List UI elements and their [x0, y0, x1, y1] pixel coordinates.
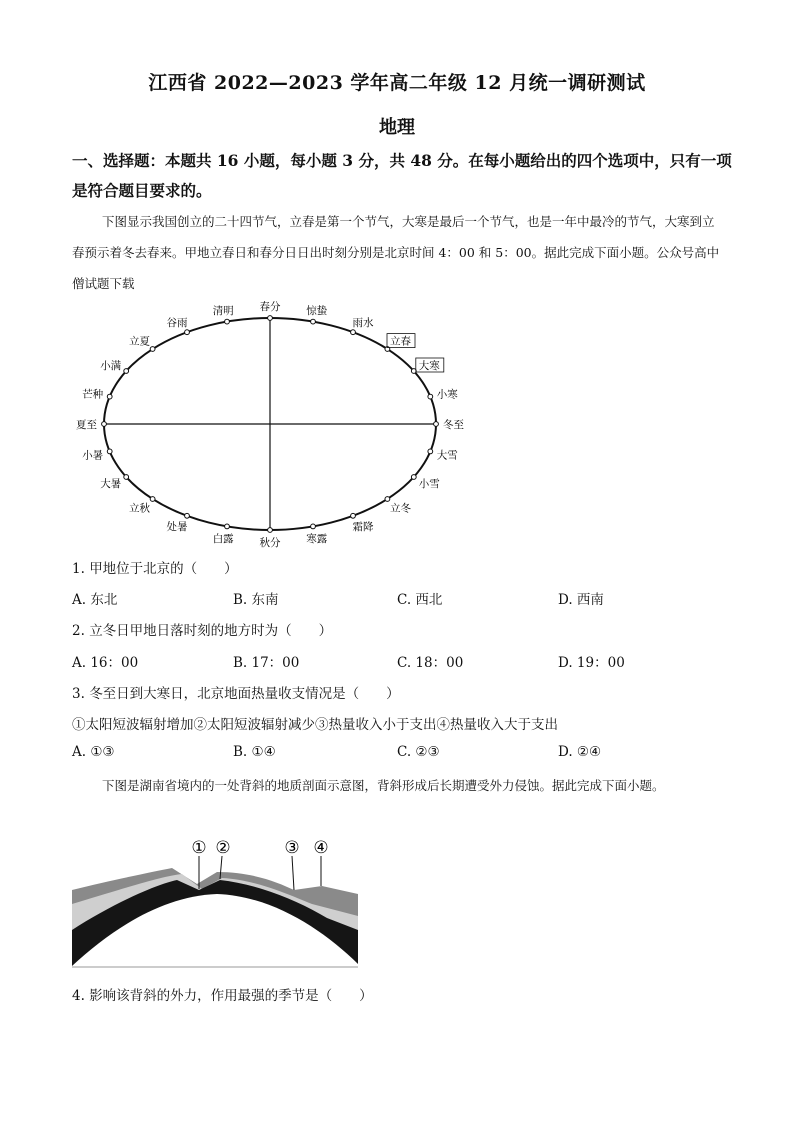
label-3: ③ — [284, 838, 300, 858]
solar-term-dot — [124, 475, 129, 480]
q3-option-c[interactable]: C. ②③ — [397, 744, 440, 760]
solar-term-dot — [225, 319, 230, 324]
solar-term-dot — [351, 330, 356, 335]
solar-term-dot — [225, 524, 230, 529]
question-3-statements: ①太阳短波辐射增加②太阳短波辐射减少③热量收入小于支出④热量收入大于支出 — [72, 717, 558, 733]
solar-term-dot — [428, 394, 433, 399]
solar-term-label: 大暑 — [100, 478, 122, 490]
solar-term-label: 白露 — [212, 533, 234, 545]
solar-term-label: 处暑 — [166, 521, 188, 534]
solar-term-label: 小暑 — [82, 449, 104, 462]
solar-term-label: 芒种 — [82, 388, 104, 401]
solar-term-label: 秋分 — [259, 537, 281, 549]
solar-term-dot — [107, 394, 112, 399]
q2-option-d[interactable]: D. 19：00 — [558, 655, 625, 671]
label-4: ④ — [313, 838, 329, 858]
solar-term-label: 立春 — [390, 335, 411, 348]
solar-term-label: 大雪 — [436, 449, 458, 462]
solar-terms-orbit-diagram — [60, 300, 480, 550]
solar-term-dot — [428, 449, 433, 454]
label-1: ① — [191, 838, 207, 858]
q1-option-d[interactable]: D. 西南 — [558, 592, 604, 608]
question-1: 1. 甲地位于北京的（ ） — [72, 561, 238, 577]
section-heading: 一、选择题：本题共 16 小题，每小题 3 分，共 48 分。在每小题给出的四个选项中，只有一项是符合题目要求的。 — [72, 151, 732, 200]
solar-term-label: 小满 — [100, 360, 122, 372]
solar-term-dot — [102, 422, 107, 427]
solar-term-dot — [311, 319, 316, 324]
solar-term-dot — [411, 475, 416, 480]
solar-term-dot — [124, 369, 129, 374]
solar-term-label: 大寒 — [418, 360, 440, 372]
anticline-cross-section-diagram — [72, 834, 362, 972]
question-3: 3. 冬至日到大寒日，北京地面热量收支情况是（ ） — [72, 686, 400, 702]
solar-term-label: 清明 — [212, 305, 234, 317]
solar-term-label: 雨水 — [352, 316, 374, 329]
q1-option-a[interactable]: A. 东北 — [72, 592, 118, 608]
solar-term-dot — [150, 497, 155, 502]
solar-term-label: 冬至 — [443, 419, 464, 431]
solar-term-dot — [268, 316, 273, 321]
solar-term-label: 惊蛰 — [306, 305, 328, 317]
solar-term-dot — [185, 330, 190, 335]
solar-term-dot — [150, 347, 155, 352]
q2-option-a[interactable]: A. 16：00 — [72, 655, 139, 671]
solar-term-dot — [268, 528, 273, 533]
q2-option-b[interactable]: B. 17：00 — [233, 655, 300, 671]
q3-option-d[interactable]: D. ②④ — [558, 744, 602, 760]
solar-term-dot — [107, 449, 112, 454]
solar-term-dot — [185, 513, 190, 518]
q1-option-b[interactable]: B. 东南 — [233, 592, 279, 608]
subject-title: 地理 — [379, 117, 415, 138]
solar-term-label: 夏至 — [76, 419, 97, 431]
label-2: ② — [215, 838, 231, 858]
intro-paragraph-1: 下图显示我国创立的二十四节气，立春是第一个节气，大寒是最后一个节气，也是一年中最冷的节气，大寒到立春预示着冬去春来。甲地立春日和春分日日出时刻分别是北京时间 4：00 和 5：00。据此完成下面小题。公众号高中僧试题下载 — [72, 214, 720, 291]
label-3-leader — [292, 856, 294, 890]
solar-term-label: 小寒 — [436, 388, 458, 401]
solar-term-label: 立冬 — [390, 502, 411, 515]
q3-option-a[interactable]: A. ①③ — [72, 744, 115, 760]
solar-term-label: 立秋 — [129, 502, 150, 515]
solar-term-dot — [351, 513, 356, 518]
solar-term-dot — [434, 422, 439, 427]
q2-option-c[interactable]: C. 18：00 — [397, 655, 464, 671]
solar-term-label: 小雪 — [418, 478, 440, 490]
intro-paragraph-2: 下图是湖南省境内的一处背斜的地质剖面示意图，背斜形成后长期遭受外力侵蚀。据此完成下面小题。 — [102, 778, 665, 793]
solar-term-label: 谷雨 — [166, 316, 188, 329]
solar-term-label: 春分 — [259, 301, 281, 313]
solar-term-label: 霜降 — [352, 521, 374, 534]
solar-term-label: 立夏 — [129, 335, 150, 348]
question-2: 2. 立冬日甲地日落时刻的地方时为（ ） — [72, 623, 333, 639]
solar-term-dot — [385, 497, 390, 502]
solar-term-dot — [311, 524, 316, 529]
question-4: 4. 影响该背斜的外力，作用最强的季节是（ ） — [72, 988, 373, 1004]
page-title: 江西省 2022—2023 学年高二年级 12 月统一调研测试 — [148, 72, 646, 94]
q1-option-c[interactable]: C. 西北 — [397, 592, 443, 608]
q3-option-b[interactable]: B. ①④ — [233, 744, 276, 760]
solar-term-label: 寒露 — [306, 533, 328, 545]
